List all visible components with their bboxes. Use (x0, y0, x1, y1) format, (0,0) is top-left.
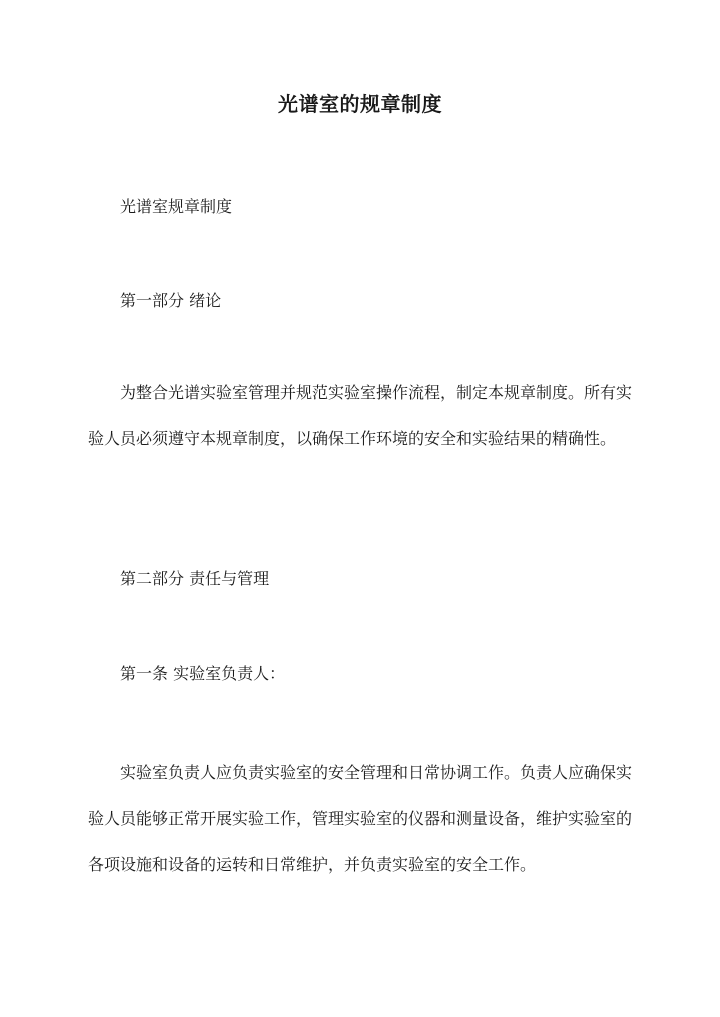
document-title: 光谱室的规章制度 (278, 92, 442, 116)
article-one-heading: 第一条 实验室负责人： (120, 664, 286, 683)
part-two-heading: 第二部分 责任与管理 (120, 569, 270, 588)
article-one-paragraph: 实验室负责人应负责实验室的安全管理和日常协调工作。负责人应确保实验人员能够正常开展实验工作，管理实验室的仪器和测量设备，维护实验室的各项设施和设备的运转和日常维护，并负责实验室的安全工作。 (88, 763, 633, 874)
part-one-heading: 第一部分 绪论 (120, 291, 222, 310)
section-heading-regulations: 光谱室规章制度 (120, 197, 233, 216)
intro-paragraph: 为整合光谱实验室管理并规范实验室操作流程，制定本规章制度。所有实验人员必须遵守本规章制度，以确保工作环境的安全和实验结果的精确性。 (88, 383, 633, 448)
